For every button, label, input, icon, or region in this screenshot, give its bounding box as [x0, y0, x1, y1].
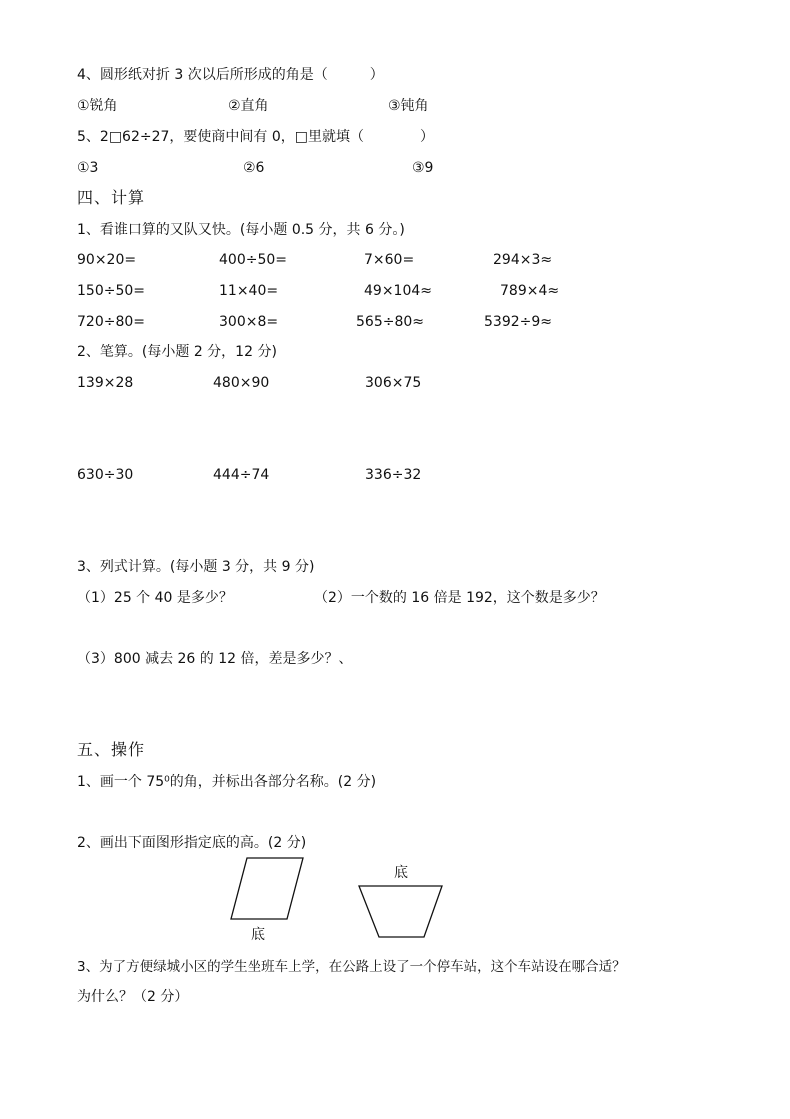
written-calc-item: 139×28: [77, 375, 134, 391]
oral-calc-item: 90×20=: [77, 252, 137, 268]
question-4-text: 4、圆形纸对折 3 次以后所形成的角是（ ）: [77, 67, 384, 83]
written-calc-item: 630÷30: [77, 467, 134, 483]
parallelogram-shape: [231, 858, 303, 919]
written-calc-item: 444÷74: [213, 467, 270, 483]
trapezoid-shape: [359, 886, 442, 937]
oral-calc-item: 720÷80=: [77, 314, 145, 330]
oral-calc-item: 5392÷9≈: [484, 314, 552, 330]
written-calc-item: 336÷32: [365, 467, 422, 483]
written-calc-item: 306×75: [365, 375, 422, 391]
question-4-option-3: ③钝角: [388, 98, 429, 114]
operation-question-3-line-2: 为什么？（2 分）: [77, 989, 189, 1005]
section-4-title: 四、计算: [77, 188, 146, 207]
trapezoid-base-label: 底: [394, 865, 408, 881]
question-5-option-3: ③9: [412, 160, 434, 176]
oral-calc-item: 150÷50=: [77, 283, 145, 299]
listing-calc-problem-3: （3）800 减去 26 的 12 倍，差是多少？、: [77, 651, 353, 667]
listing-calc-title: 3、列式计算。(每小题 3 分，共 9 分): [77, 559, 315, 575]
listing-calc-problem-2: （2）一个数的 16 倍是 192，这个数是多少？: [314, 590, 605, 606]
parallelogram-base-label: 底: [251, 927, 265, 943]
oral-calc-item: 11×40=: [219, 283, 279, 299]
oral-calc-item: 400÷50=: [219, 252, 287, 268]
listing-calc-problem-1: （1）25 个 40 是多少？: [77, 590, 233, 606]
section-5-title: 五、操作: [77, 740, 146, 759]
operation-question-3-line-1: 3、为了方便绿城小区的学生坐班车上学，在公路上设了一个停车站，这个车站设在哪合适？: [77, 959, 626, 975]
oral-calc-title: 1、看谁口算的又队又快。(每小题 0.5 分，共 6 分。): [77, 222, 405, 238]
question-5-option-1: ①3: [77, 160, 99, 176]
question-4-option-2: ②直角: [228, 98, 269, 114]
written-calc-title: 2、笔算。(每小题 2 分，12 分): [77, 344, 277, 360]
question-5-text: 5、2□62÷27，要使商中间有 0，□里就填（ ）: [77, 129, 434, 145]
oral-calc-item: 565÷80≈: [356, 314, 424, 330]
oral-calc-item: 7×60=: [364, 252, 415, 268]
written-calc-item: 480×90: [213, 375, 270, 391]
question-5-option-2: ②6: [243, 160, 265, 176]
oral-calc-item: 294×3≈: [493, 252, 553, 268]
operation-question-1: 1、画一个 75⁰的角，并标出各部分名称。(2 分): [77, 774, 377, 790]
oral-calc-item: 49×104≈: [364, 283, 432, 299]
operation-question-2: 2、画出下面图形指定底的高。(2 分): [77, 835, 307, 851]
question-4-option-1: ①锐角: [77, 98, 118, 114]
oral-calc-item: 789×4≈: [500, 283, 560, 299]
oral-calc-item: 300×8=: [219, 314, 279, 330]
